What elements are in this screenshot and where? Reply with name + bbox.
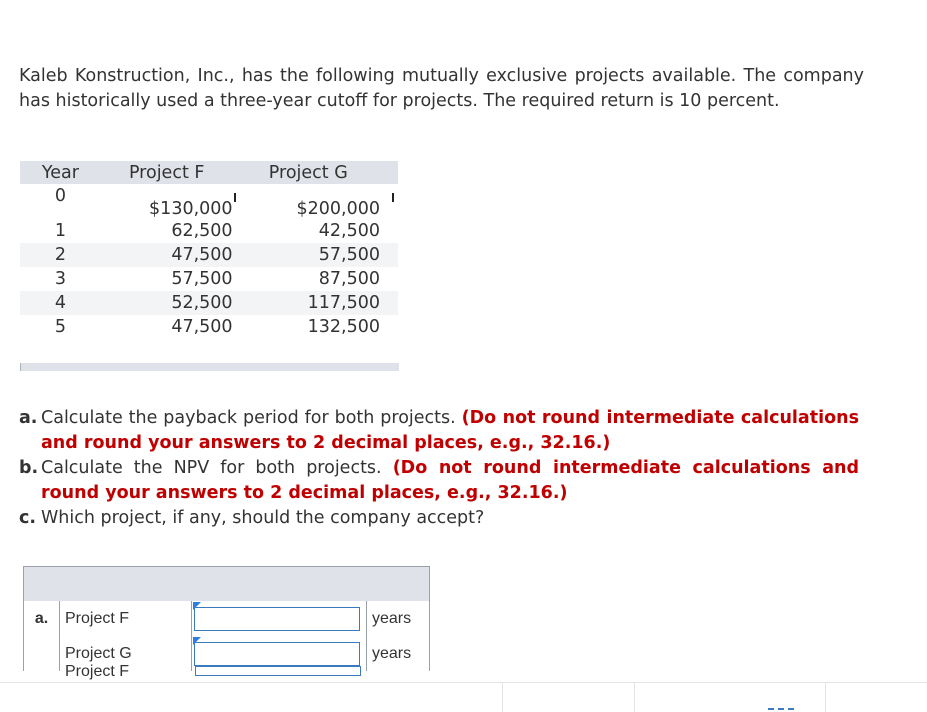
flag-icon	[193, 602, 201, 610]
question-c-label: c.	[19, 508, 37, 528]
answer-header-cell	[24, 567, 430, 602]
question-a-label: a.	[19, 408, 38, 428]
project-f-cell: 52,500	[101, 291, 237, 315]
table-row	[20, 184, 398, 219]
table-header-row	[20, 161, 398, 184]
answer-unit: years	[367, 636, 430, 671]
header-project-g: Project G	[237, 161, 398, 184]
part-a-label: a.	[24, 601, 60, 636]
answer-row	[24, 601, 430, 636]
year-cell: 5	[54, 317, 66, 337]
project-g-cell: 132,500	[307, 317, 380, 337]
payback-project-f-input[interactable]	[194, 607, 360, 631]
table-row	[20, 291, 398, 315]
column-tick-mark	[392, 193, 394, 202]
column-tick-mark	[234, 193, 236, 202]
question-a	[19, 406, 859, 456]
answer-table-header	[24, 567, 430, 602]
problem-intro: Kaleb Konstruction, Inc., has the following mutually exclusive projects available. The company has historically used a three-year cutoff for projects. The required return is 10 percent.	[19, 66, 864, 111]
year-cell: 4	[20, 291, 101, 315]
project-g-cell: 57,500	[237, 243, 398, 267]
answer-table	[23, 566, 430, 671]
project-f-cell: $130,000	[149, 199, 233, 219]
bottom-toolbar	[0, 682, 927, 712]
question-b	[19, 456, 859, 506]
answer-unit: years	[367, 601, 430, 636]
table-row	[20, 315, 398, 339]
year-cell: 2	[20, 243, 101, 267]
payback-project-g-input[interactable]	[194, 642, 360, 666]
table-row	[20, 219, 398, 243]
question-b-label: b.	[19, 458, 39, 478]
more-icon[interactable]	[768, 708, 794, 712]
question-c	[19, 506, 859, 531]
toolbar-divider	[825, 683, 826, 712]
next-answer-row-partial	[23, 663, 430, 680]
toolbar-divider	[502, 683, 503, 712]
partial-input[interactable]	[195, 666, 361, 676]
project-g-cell: 42,500	[318, 221, 380, 241]
answer-project-label: Project G	[60, 636, 192, 671]
question-a-note: (Do not round intermediate calculations and round your answers to 2 decimal places, e.g., 32.16.)	[41, 408, 859, 453]
project-g-cell: 117,500	[237, 291, 398, 315]
toolbar-divider	[634, 683, 635, 712]
question-b-text: Calculate the NPV for both projects.	[41, 458, 393, 478]
project-g-cell: 87,500	[318, 269, 380, 289]
table-row	[20, 267, 398, 291]
answer-input-cell	[192, 601, 367, 636]
project-f-cell: 47,500	[171, 317, 233, 337]
year-cell: 1	[54, 221, 66, 241]
header-project-f: Project F	[101, 161, 237, 184]
cash-flow-table	[20, 161, 398, 339]
partial-project-label: Project F	[65, 663, 130, 680]
header-year: Year	[20, 161, 101, 184]
project-f-cell: 62,500	[171, 221, 233, 241]
table-footer-bar	[20, 363, 399, 371]
table-row	[20, 243, 398, 267]
answer-project-label: Project F	[60, 601, 192, 636]
question-b-note: (Do not round intermediate calculations and round your answers to 2 decimal places, e.g., 32.16.)	[41, 458, 859, 503]
question-a-text: Calculate the payback period for both projects.	[41, 408, 462, 428]
project-g-cell: $200,000	[296, 199, 380, 219]
year-cell: 0	[54, 186, 66, 206]
question-list	[19, 406, 859, 531]
project-f-cell: 57,500	[171, 269, 233, 289]
year-cell: 3	[54, 269, 66, 289]
question-c-text: Which project, if any, should the company accept?	[41, 508, 485, 528]
flag-icon	[193, 637, 201, 645]
project-f-cell: 47,500	[101, 243, 237, 267]
